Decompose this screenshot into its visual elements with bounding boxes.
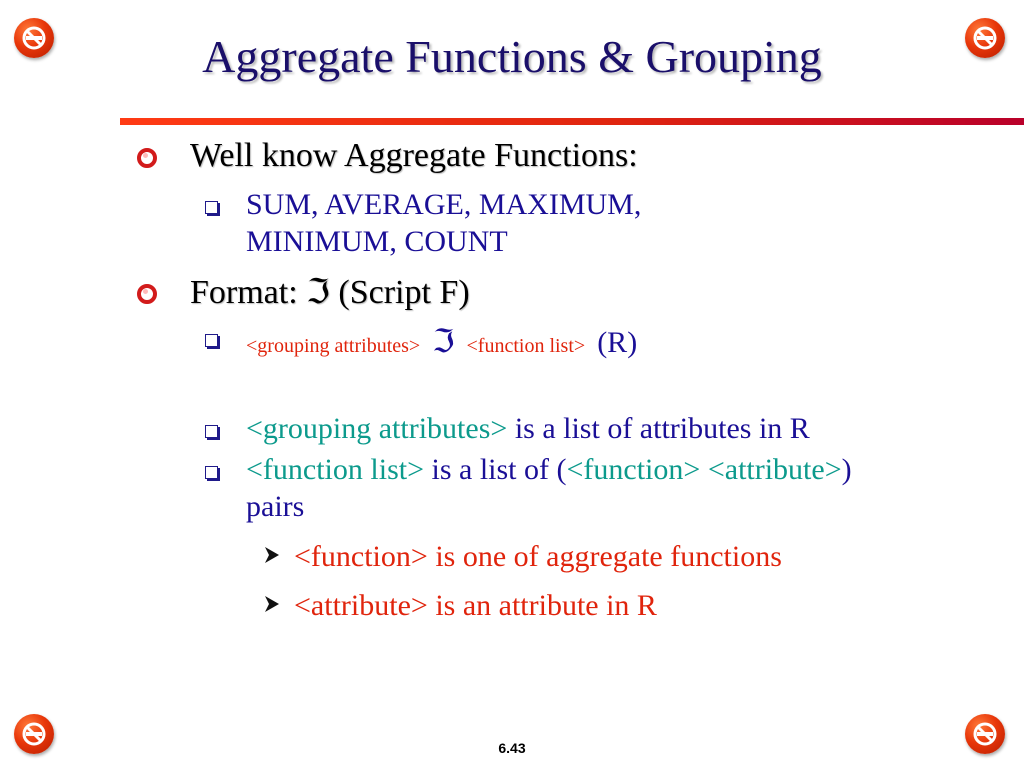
square-bullet-icon	[205, 466, 218, 479]
format-expression	[246, 322, 637, 360]
page-number: 6.43	[498, 740, 526, 756]
aggregate-functions-line1: SUM, AVERAGE, MAXIMUM,	[246, 188, 642, 221]
arrowhead-bullet-icon	[263, 594, 281, 614]
circle-bullet-icon	[137, 284, 157, 304]
attribute-desc: is an attribute in R	[435, 589, 657, 622]
function-list-term: <function list>	[466, 335, 586, 357]
circle-bullet-icon	[137, 148, 157, 168]
slide-title: Aggregate Functions & Grouping	[202, 31, 822, 82]
arrowhead-bullet-icon	[263, 545, 281, 565]
function-list-term: <function list>	[246, 453, 424, 486]
title-underline	[120, 118, 1024, 125]
bullet-format: Format: ℑ (Script F)	[190, 274, 470, 311]
grouping-attributes-term: <grouping attributes>	[246, 412, 508, 445]
function-list-desc: is a list of (	[431, 453, 567, 486]
attribute-term: <attribute>	[294, 589, 428, 622]
aggregate-functions-line2: MINIMUM, COUNT	[246, 225, 508, 258]
grouping-attributes-definition	[246, 412, 810, 446]
attribute-term: <attribute>	[707, 453, 842, 486]
function-list-desc-line2: pairs	[246, 490, 305, 523]
function-term: <function>	[294, 540, 428, 573]
script-f-symbol: ℑ	[432, 323, 455, 359]
square-bullet-icon	[205, 201, 218, 214]
grouping-attributes-term: <grouping attributes>	[246, 335, 421, 357]
function-term: <function>	[566, 453, 701, 486]
function-desc: is one of aggregate functions	[435, 540, 782, 573]
function-list-definition	[246, 453, 852, 524]
square-bullet-icon	[205, 425, 218, 438]
grouping-attributes-desc: is a list of attributes in R	[514, 412, 810, 445]
attribute-definition	[294, 589, 657, 623]
function-definition	[294, 540, 782, 574]
close-paren: )	[841, 453, 852, 486]
aggregate-functions-list	[246, 188, 641, 259]
square-bullet-icon	[205, 334, 218, 347]
relation-r: (R)	[597, 326, 638, 359]
bullet-aggregate-functions: Well know Aggregate Functions:	[190, 137, 638, 174]
